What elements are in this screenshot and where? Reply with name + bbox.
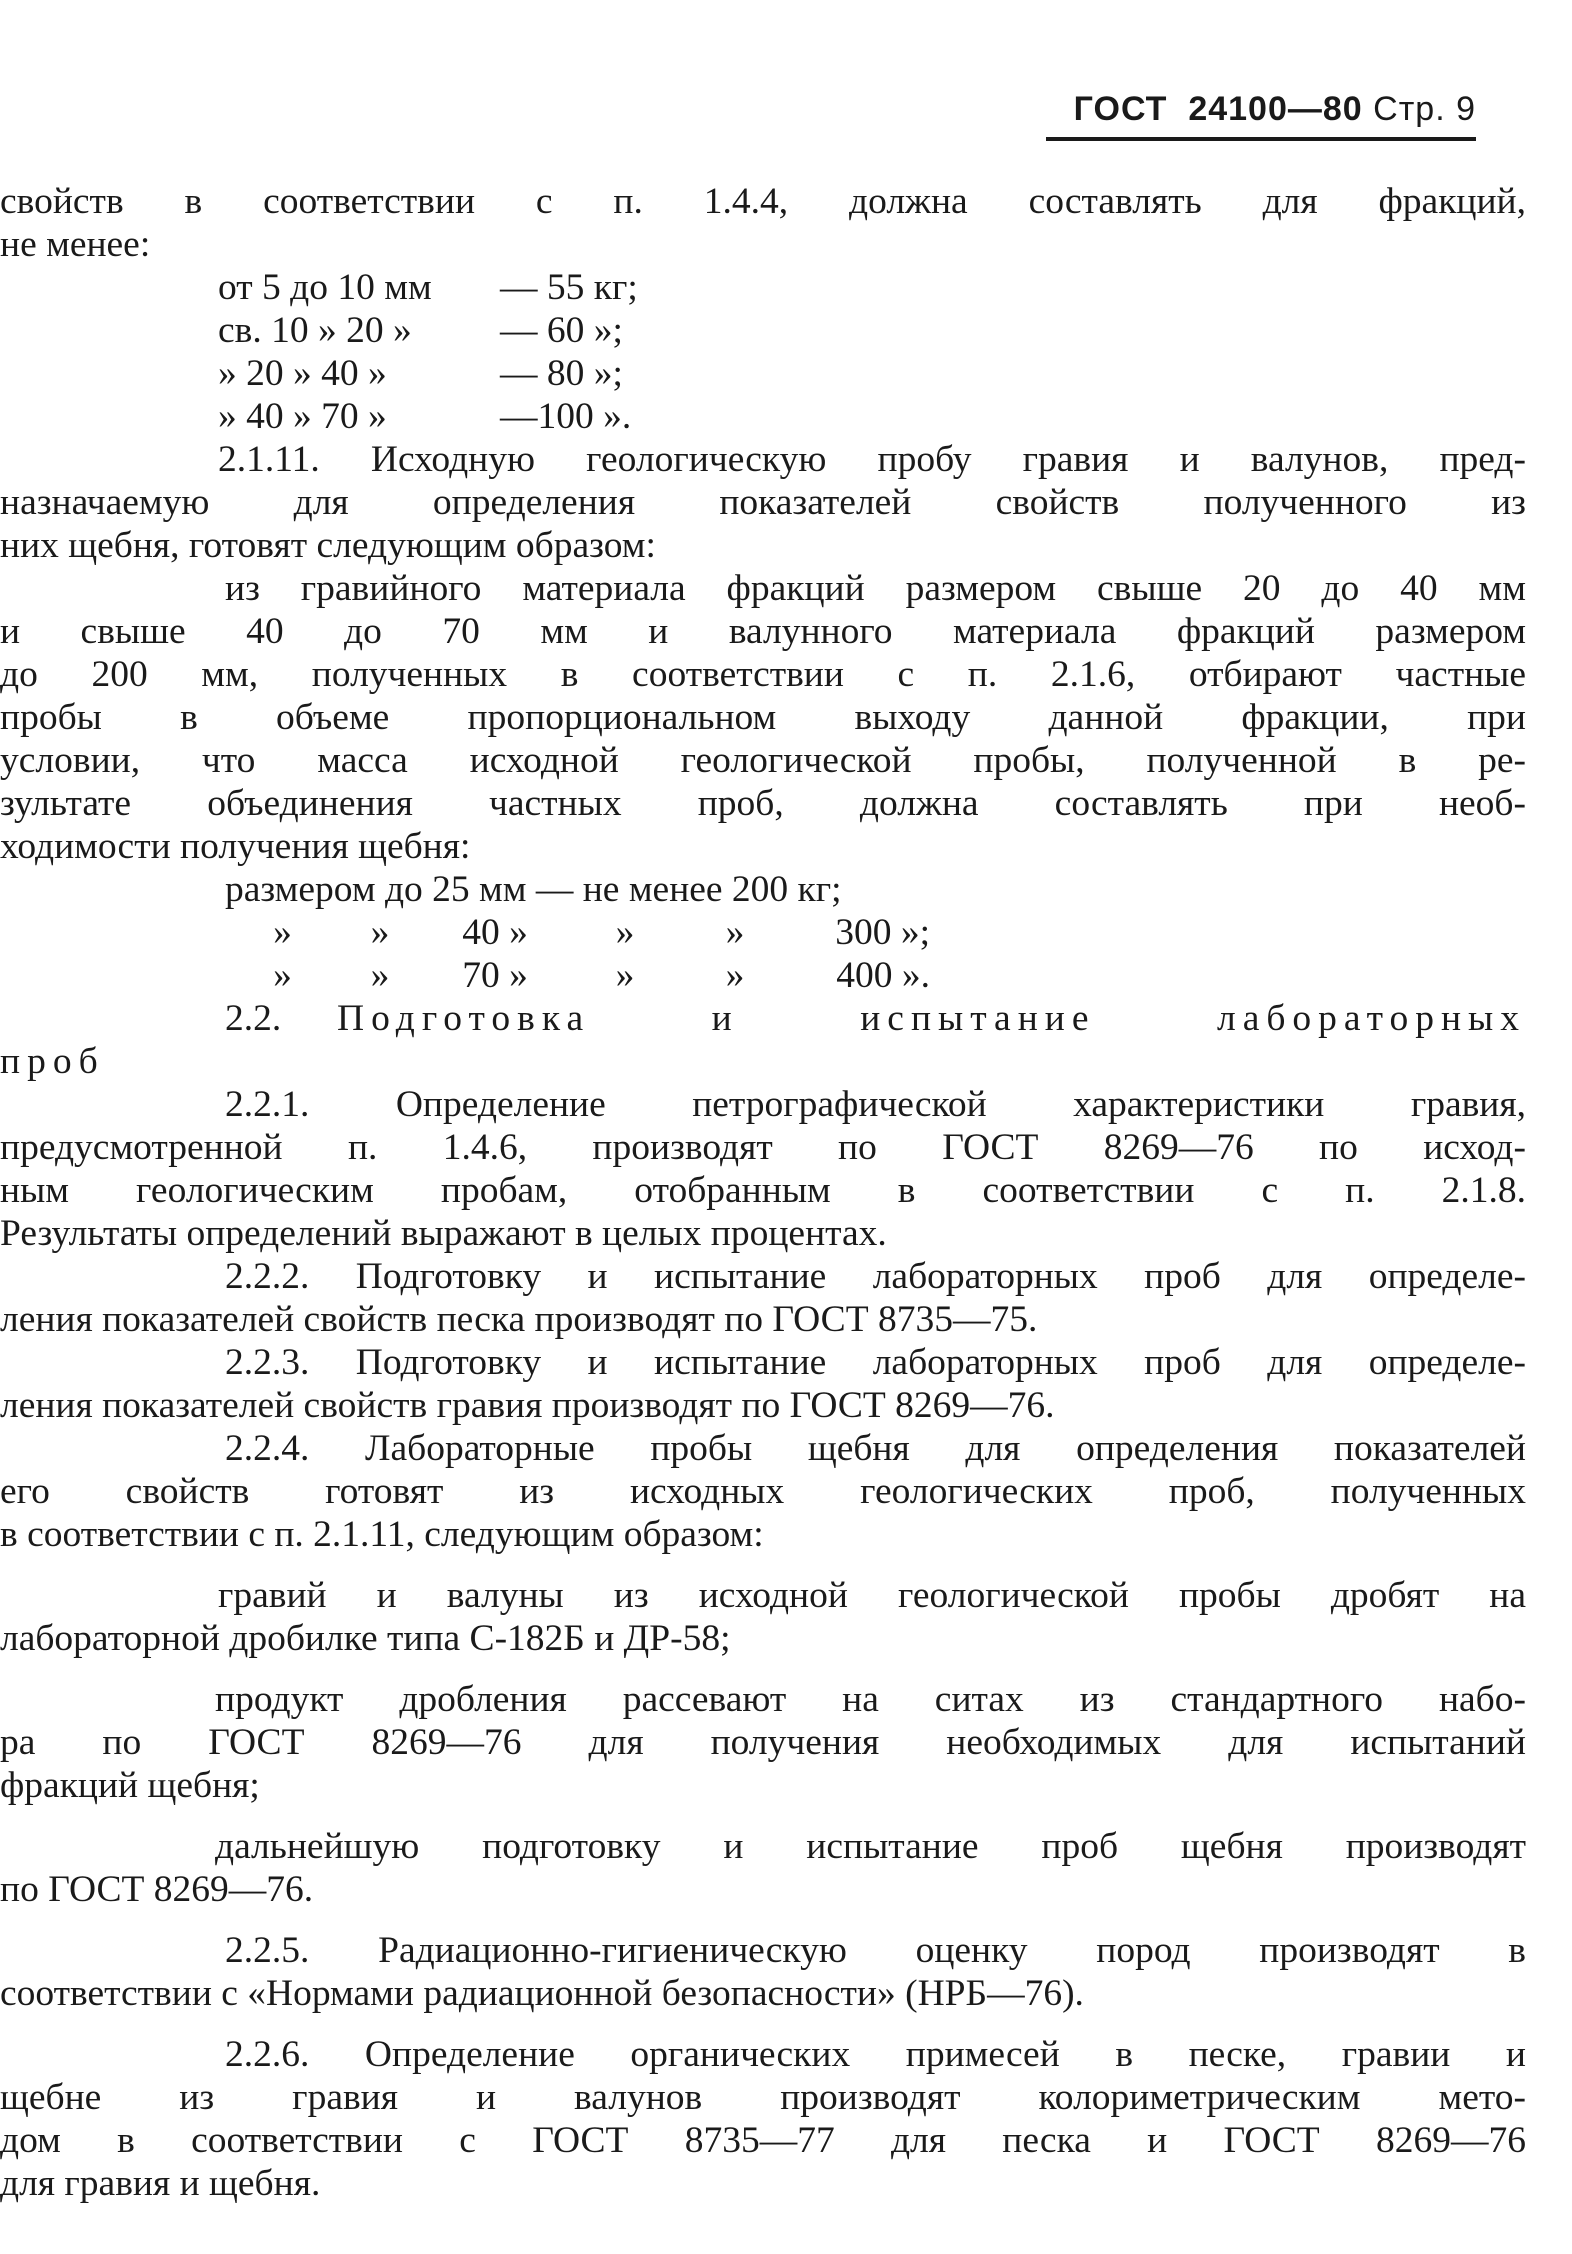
text-line: 2.1.11. Исходную геологическую пробу гравия и валунов, пред- xyxy=(218,439,1526,480)
fraction-range: св. 10 » 20 » xyxy=(218,310,412,351)
document-body xyxy=(0,180,1526,2205)
text-line: 2.2.5. Радиационно-гигиеническую оценку пород производят в xyxy=(225,1930,1526,1971)
text-line: Результаты определений выражают в целых процентах. xyxy=(0,1213,887,1254)
list-item xyxy=(218,266,638,309)
fraction-range: » 40 » 70 » xyxy=(218,396,387,437)
heading-line xyxy=(0,997,1526,1040)
mass-value: 400 ». xyxy=(836,955,930,996)
section-number: 2.2. xyxy=(225,998,282,1039)
size-value: 40 » xyxy=(462,912,528,953)
text-line: лабораторной дробилке типа С-182Б и ДР-58; xyxy=(0,1618,731,1659)
ditto-mark: » xyxy=(273,912,292,953)
text-line: 2.2.3. Подготовку и испытание лабораторных проб для определе- xyxy=(225,1342,1526,1383)
mass-value: 300 »; xyxy=(835,912,930,953)
page-header xyxy=(1046,90,1476,141)
text-line: свойств в соответствии с п. 1.4.4, должна составлять для фракций, xyxy=(0,181,1526,222)
ditto-mark: » xyxy=(370,912,390,953)
list-item: размером до 25 мм — не менее 200 кг; xyxy=(225,869,842,910)
text-line: назначаемую для определения показателей свойств полученного из xyxy=(0,482,1526,523)
paragraph-2-2-2 xyxy=(0,1255,1526,1341)
text-line: 2.2.2. Подготовку и испытание лабораторных проб для определе- xyxy=(225,1256,1526,1297)
text-line: и свыше 40 до 70 мм и валунного материала фракций размером xyxy=(0,611,1526,652)
text-line: них щебня, готовят следующим образом: xyxy=(0,525,656,566)
ditto-mark: » xyxy=(725,955,745,996)
list-item xyxy=(225,911,1526,954)
paragraph-sieving xyxy=(0,1678,1526,1807)
text-line: его свойств готовят из исходных геологических проб, полученных xyxy=(0,1471,1526,1512)
text-line: по ГОСТ 8269—76. xyxy=(0,1869,314,1910)
section-title: Подготовка и испытание лабораторных xyxy=(337,998,1526,1039)
fraction-mass: —100 ». xyxy=(500,396,632,437)
paragraph-2-2-4 xyxy=(0,1427,1526,1556)
text-line: зультате объединения частных проб, должна составлять при необ- xyxy=(0,783,1526,824)
list-item xyxy=(225,954,1526,997)
text-line: условии, что масса исходной геологической пробы, полученной в ре- xyxy=(0,740,1526,781)
fraction-mass-list xyxy=(218,266,638,438)
text-line: не менее: xyxy=(0,224,151,265)
size-value: 70 » xyxy=(462,955,528,996)
text-line: для гравия и щебня. xyxy=(0,2163,321,2204)
page-number: Стр. 9 xyxy=(1373,90,1476,128)
ditto-mark: » xyxy=(273,955,292,996)
text-line: ра по ГОСТ 8269—76 для получения необходимых для испытаний xyxy=(0,1722,1526,1763)
text-line: дом в соответствии с ГОСТ 8735—77 для песка и ГОСТ 8269—76 xyxy=(0,2120,1526,2161)
paragraph-2-2-5 xyxy=(0,1929,1526,2015)
paragraph-2-1-11 xyxy=(0,438,1526,567)
text-line: предусмотренной п. 1.4.6, производят по ГОСТ 8269—76 по исход- xyxy=(0,1127,1526,1168)
text-line: продукт дробления рассевают на ситах из стандартного набо- xyxy=(215,1679,1526,1720)
text-line: 2.2.1. Определение петрографической характеристики гравия, xyxy=(225,1084,1526,1125)
text-line: из гравийного материала фракций размером свыше 20 до 40 мм xyxy=(225,568,1526,609)
text-line: щебне из гравия и валунов производят колориметрическим мето- xyxy=(0,2077,1526,2118)
paragraph-crushing xyxy=(0,1574,1526,1660)
text-line: до 200 мм, полученных в соответствии с п. 2.1.6, отбирают частные xyxy=(0,654,1526,695)
paragraph-gravel-material xyxy=(0,567,1526,868)
paragraph-further-prep xyxy=(0,1825,1526,1911)
text-line: пробы в объеме пропорциональном выходу данной фракции, при xyxy=(0,697,1526,738)
text-line: соответствии с «Нормами радиационной безопасности» (НРБ—76). xyxy=(0,1973,1084,2014)
text-line: фракций щебня; xyxy=(0,1765,260,1806)
fraction-mass: — 60 »; xyxy=(500,310,623,351)
section-title-continuation: проб xyxy=(0,1041,105,1082)
fraction-mass: — 55 кг; xyxy=(500,267,638,308)
paragraph-2-2-3 xyxy=(0,1341,1526,1427)
text-line: 2.2.6. Определение органических примесей в песке, гравии и xyxy=(225,2034,1526,2075)
text-line: 2.2.4. Лабораторные пробы щебня для определения показателей xyxy=(225,1428,1526,1469)
ditto-mark: » xyxy=(615,912,635,953)
gost-number: 24100—80 xyxy=(1188,90,1363,128)
paragraph-continuation xyxy=(0,180,1526,266)
fraction-mass: — 80 »; xyxy=(500,353,623,394)
paragraph-2-2-1 xyxy=(0,1083,1526,1255)
text-line: ходимости получения щебня: xyxy=(0,826,471,867)
ditto-mark: » xyxy=(725,912,745,953)
text-line: ления показателей свойств песка производят по ГОСТ 8735—75. xyxy=(0,1299,1038,1340)
ditto-mark: » xyxy=(370,955,390,996)
sample-mass-list xyxy=(225,868,1526,997)
text-line: ления показателей свойств гравия производят по ГОСТ 8269—76. xyxy=(0,1385,1055,1426)
section-heading-2-2 xyxy=(0,997,1526,1083)
ditto-mark: » xyxy=(615,955,635,996)
text-line: дальнейшую подготовку и испытание проб щебня производят xyxy=(215,1826,1526,1867)
list-item xyxy=(218,352,638,395)
gost-label: ГОСТ xyxy=(1073,90,1168,128)
list-item xyxy=(218,309,638,352)
fraction-range: от 5 до 10 мм xyxy=(218,267,432,308)
list-item xyxy=(218,395,638,438)
fraction-range: » 20 » 40 » xyxy=(218,353,387,394)
text-line: в соответствии с п. 2.1.11, следующим образом: xyxy=(0,1514,764,1555)
text-line: гравий и валуны из исходной геологической пробы дробят на xyxy=(218,1575,1526,1616)
text-line: ным геологическим пробам, отобранным в соответствии с п. 2.1.8. xyxy=(0,1170,1526,1211)
paragraph-2-2-6 xyxy=(0,2033,1526,2205)
